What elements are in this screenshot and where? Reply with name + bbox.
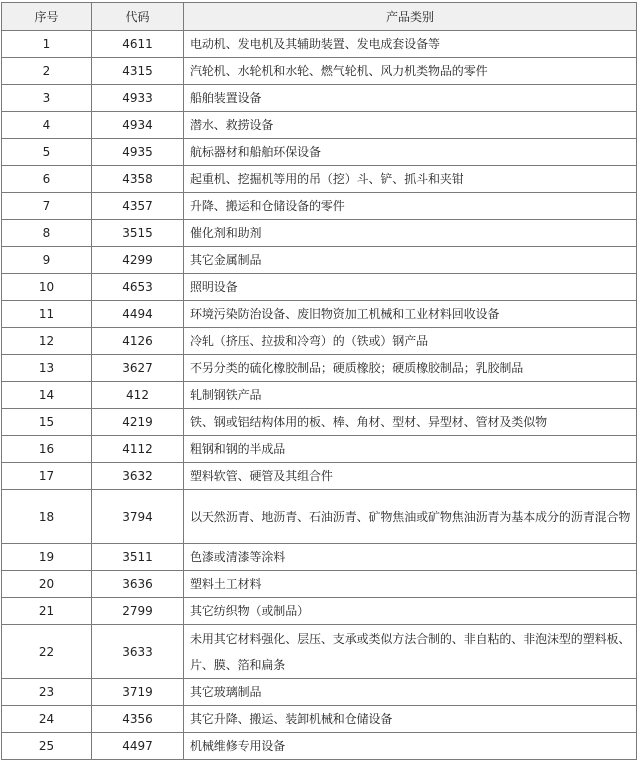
row-code: 3627 xyxy=(92,355,184,382)
table-row xyxy=(2,85,637,112)
table-row xyxy=(2,166,637,193)
row-seq: 25 xyxy=(2,733,92,760)
row-category: 粗钢和钢的半成品 xyxy=(184,436,637,463)
row-seq: 18 xyxy=(2,490,92,544)
row-code: 4935 xyxy=(92,139,184,166)
table-row xyxy=(2,247,637,274)
table-row xyxy=(2,625,637,679)
row-seq: 8 xyxy=(2,220,92,247)
row-seq: 2 xyxy=(2,58,92,85)
row-category: 环境污染防治设备、废旧物资加工机械和工业材料回收设备 xyxy=(184,301,637,328)
row-category: 以天然沥青、地沥青、石油沥青、矿物焦油或矿物焦油沥青为基本成分的沥青混合物 xyxy=(184,490,637,544)
row-seq: 19 xyxy=(2,544,92,571)
row-category: 冷轧（挤压、拉拔和冷弯）的（铁或）钢产品 xyxy=(184,328,637,355)
row-seq: 11 xyxy=(2,301,92,328)
row-code: 4497 xyxy=(92,733,184,760)
table-row xyxy=(2,58,637,85)
row-code: 4611 xyxy=(92,31,184,58)
row-code: 4357 xyxy=(92,193,184,220)
header-row xyxy=(2,3,637,31)
table-row xyxy=(2,301,637,328)
table-row xyxy=(2,112,637,139)
table-row xyxy=(2,733,637,760)
row-category: 起重机、挖掘机等用的吊（挖）斗、铲、抓斗和夹钳 xyxy=(184,166,637,193)
row-seq: 17 xyxy=(2,463,92,490)
row-seq: 21 xyxy=(2,598,92,625)
product-category-table xyxy=(1,2,637,760)
header-code: 代码 xyxy=(92,3,184,31)
row-code: 3636 xyxy=(92,571,184,598)
table-row xyxy=(2,679,637,706)
header-category: 产品类别 xyxy=(184,3,637,31)
row-code: 4315 xyxy=(92,58,184,85)
row-category: 铁、钢或铝结构体用的板、棒、角材、型材、异型材、管材及类似物 xyxy=(184,409,637,436)
row-seq: 16 xyxy=(2,436,92,463)
row-seq: 15 xyxy=(2,409,92,436)
table-row xyxy=(2,31,637,58)
row-category: 催化剂和助剂 xyxy=(184,220,637,247)
row-code: 4126 xyxy=(92,328,184,355)
row-category: 船舶装置设备 xyxy=(184,85,637,112)
row-seq: 23 xyxy=(2,679,92,706)
row-seq: 3 xyxy=(2,85,92,112)
row-category: 其它纺织物（或制品） xyxy=(184,598,637,625)
row-code: 4299 xyxy=(92,247,184,274)
row-category: 汽轮机、水轮机和水轮、燃气轮机、风力机类物品的零件 xyxy=(184,58,637,85)
table-row xyxy=(2,436,637,463)
row-code: 2799 xyxy=(92,598,184,625)
row-seq: 10 xyxy=(2,274,92,301)
row-category: 其它金属制品 xyxy=(184,247,637,274)
table-row xyxy=(2,544,637,571)
row-seq: 24 xyxy=(2,706,92,733)
table-row xyxy=(2,382,637,409)
row-seq: 22 xyxy=(2,625,92,679)
row-seq: 6 xyxy=(2,166,92,193)
row-seq: 20 xyxy=(2,571,92,598)
row-code: 3515 xyxy=(92,220,184,247)
table-row xyxy=(2,598,637,625)
row-category: 塑料软管、硬管及其组合件 xyxy=(184,463,637,490)
row-seq: 4 xyxy=(2,112,92,139)
table-row xyxy=(2,409,637,436)
row-code: 412 xyxy=(92,382,184,409)
table-row xyxy=(2,490,637,544)
row-category: 照明设备 xyxy=(184,274,637,301)
row-code: 3632 xyxy=(92,463,184,490)
row-category: 色漆或清漆等涂料 xyxy=(184,544,637,571)
row-code: 4219 xyxy=(92,409,184,436)
table-row xyxy=(2,463,637,490)
row-code: 4356 xyxy=(92,706,184,733)
row-code: 3633 xyxy=(92,625,184,679)
header-seq: 序号 xyxy=(2,3,92,31)
row-category: 轧制钢铁产品 xyxy=(184,382,637,409)
row-code: 3511 xyxy=(92,544,184,571)
row-seq: 12 xyxy=(2,328,92,355)
row-category: 潜水、救捞设备 xyxy=(184,112,637,139)
row-code: 3719 xyxy=(92,679,184,706)
table-row xyxy=(2,706,637,733)
table-row xyxy=(2,274,637,301)
row-category: 电动机、发电机及其辅助装置、发电成套设备等 xyxy=(184,31,637,58)
row-code: 4494 xyxy=(92,301,184,328)
row-code: 4358 xyxy=(92,166,184,193)
row-code: 3794 xyxy=(92,490,184,544)
row-category: 其它玻璃制品 xyxy=(184,679,637,706)
row-seq: 13 xyxy=(2,355,92,382)
row-code: 4933 xyxy=(92,85,184,112)
row-code: 4112 xyxy=(92,436,184,463)
table-row xyxy=(2,220,637,247)
row-seq: 9 xyxy=(2,247,92,274)
row-seq: 5 xyxy=(2,139,92,166)
row-seq: 7 xyxy=(2,193,92,220)
table-row xyxy=(2,193,637,220)
row-category: 航标器材和船舶环保设备 xyxy=(184,139,637,166)
table-row xyxy=(2,328,637,355)
row-category: 升降、搬运和仓储设备的零件 xyxy=(184,193,637,220)
row-category: 塑料土工材料 xyxy=(184,571,637,598)
table-row xyxy=(2,139,637,166)
row-code: 4653 xyxy=(92,274,184,301)
row-seq: 14 xyxy=(2,382,92,409)
table-body xyxy=(2,31,637,760)
row-code: 4934 xyxy=(92,112,184,139)
table-row xyxy=(2,355,637,382)
row-category: 机械维修专用设备 xyxy=(184,733,637,760)
row-seq: 1 xyxy=(2,31,92,58)
row-category: 未用其它材料强化、层压、支承或类似方法合制的、非自粘的、非泡沫型的塑料板、片、膜、箔和扁条 xyxy=(184,625,637,679)
row-category: 不另分类的硫化橡胶制品；硬质橡胶；硬质橡胶制品；乳胶制品 xyxy=(184,355,637,382)
row-category: 其它升降、搬运、装卸机械和仓储设备 xyxy=(184,706,637,733)
table-row xyxy=(2,571,637,598)
